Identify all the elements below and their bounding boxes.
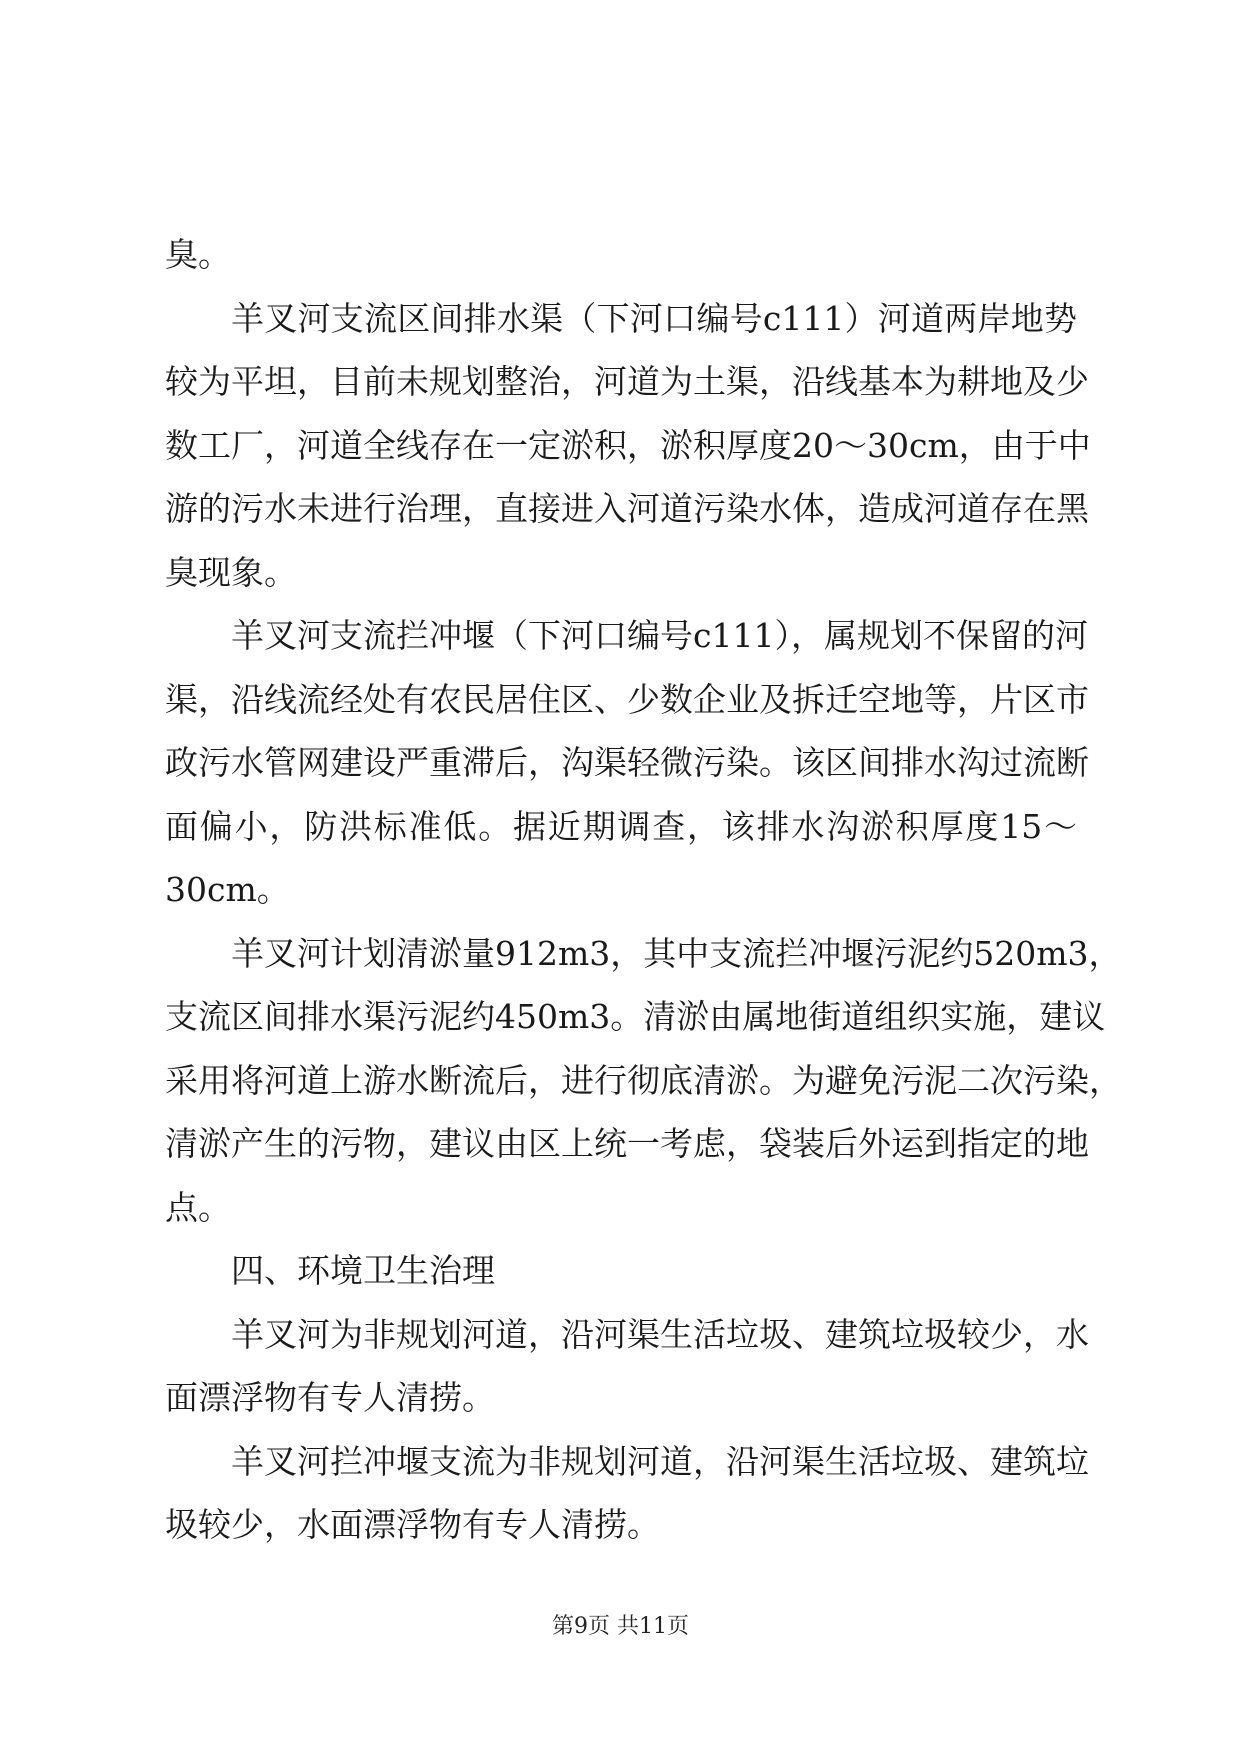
document-body bbox=[165, 223, 1122, 1557]
text-line: 面漂浮物有专人清捞。 bbox=[165, 1378, 495, 1417]
text-line: 点。 bbox=[165, 1187, 231, 1227]
text-line: 政污水管网建设严重滞后，沟渠轻微污染。该区间排水沟过流断 bbox=[165, 743, 1089, 782]
text-line: 较为平坦，目前未规划整治，河道为土渠，沿线基本为耕地及少 bbox=[165, 362, 1089, 401]
text-line: 支流区间排水渠污泥约450m3。清淤由属地街道组织实施，建议 bbox=[165, 997, 1106, 1036]
text-line: 臭。 bbox=[165, 235, 231, 274]
text-line: 羊叉河支流拦冲堰（下河口编号c111），属规划不保留的河 bbox=[231, 616, 1088, 655]
text-line: 清淤产生的污物，建议由区上统一考虑，袋装后外运到指定的地 bbox=[165, 1124, 1089, 1163]
page-number-footer: 第9页 共11页 bbox=[552, 1614, 689, 1639]
text-line: 采用将河道上游水断流后，进行彻底清淤。为避免污泥二次污染， bbox=[165, 1060, 1122, 1100]
text-line: 数工厂，河道全线存在一定淤积，淤积厚度20～30cm，由于中 bbox=[165, 425, 1091, 465]
text-line: 羊叉河计划清淤量912m3，其中支流拦冲堰污泥约520m3， bbox=[231, 933, 1122, 973]
text-line: 渠，沿线流经处有农民居住区、少数企业及拆迁空地等，片区市 bbox=[165, 679, 1089, 719]
section-heading: 四、环境卫生治理 bbox=[231, 1251, 495, 1290]
text-line: 羊叉河拦冲堰支流为非规划河道，沿河渠生活垃圾、建筑垃 bbox=[231, 1441, 1089, 1481]
text-line: 30cm。 bbox=[165, 870, 290, 909]
text-line: 臭现象。 bbox=[165, 552, 297, 592]
text-line: 圾较少，水面漂浮物有专人清捞。 bbox=[165, 1505, 660, 1544]
text-line: 羊叉河为非规划河道，沿河渠生活垃圾、建筑垃圾较少，水 bbox=[231, 1314, 1089, 1354]
text-line: 面偏小，防洪标准低。据近期调查，该排水沟淤积厚度15～ bbox=[165, 806, 1077, 846]
text-line: 游的污水未进行治理，直接进入河道污染水体，造成河道存在黑 bbox=[165, 489, 1089, 528]
text-line: 羊叉河支流区间排水渠（下河口编号c111）河道两岸地势 bbox=[231, 298, 1077, 338]
